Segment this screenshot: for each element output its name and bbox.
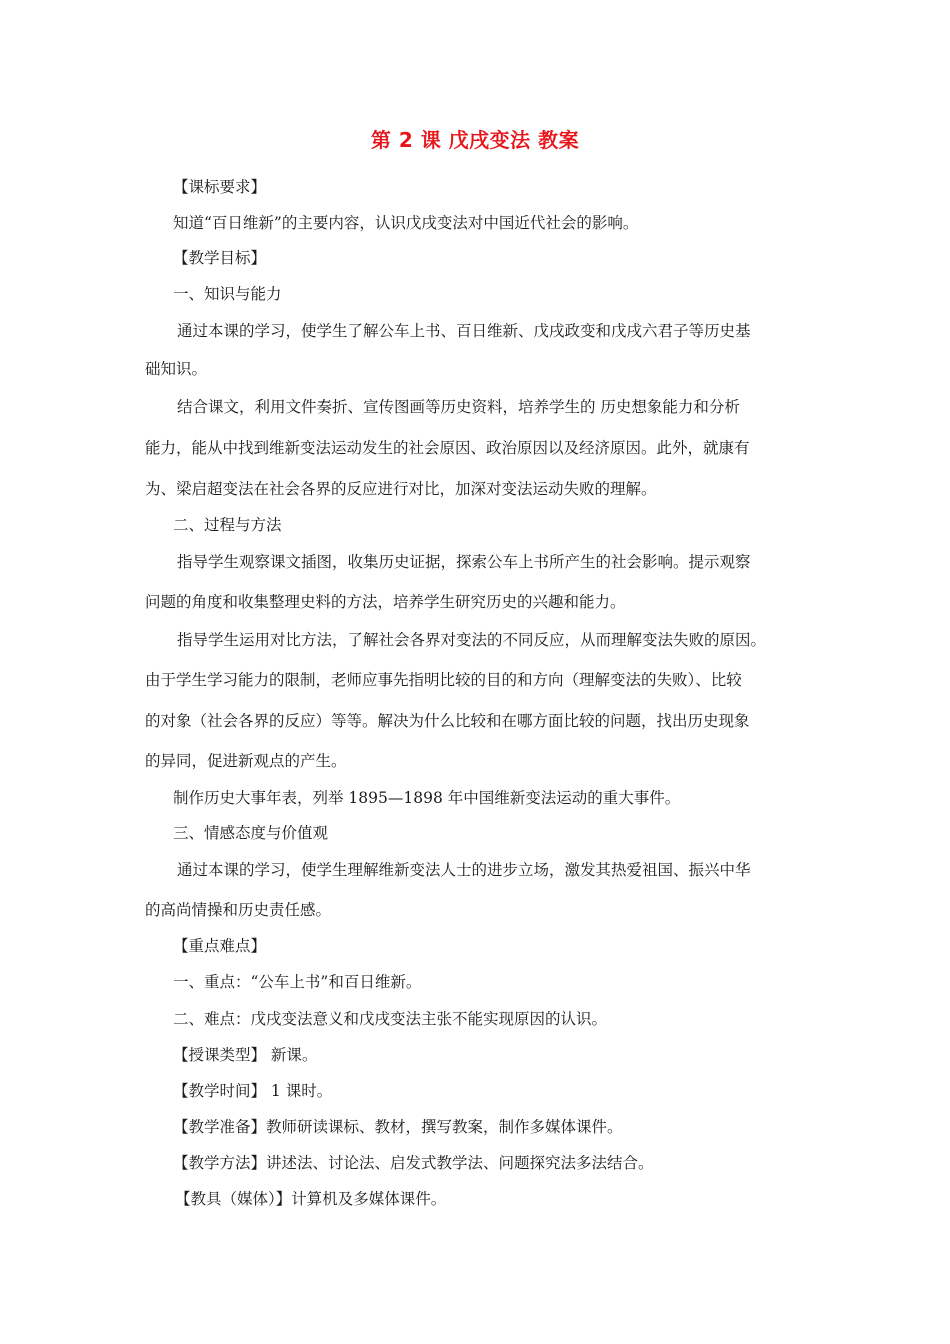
document-title: 第 2 课 戊戌变法 教案	[370, 128, 580, 152]
paragraph-line: 【教具（媒体）】计算机及多媒体课件。	[175, 1190, 447, 1208]
paragraph-line: 制作历史大事年表，列举 1895—1898 年中国维新变法运动的重大事件。	[173, 789, 681, 807]
paragraph-line: 二、难点：戊戌变法意义和戊戌变法主张不能实现原因的认识。	[173, 1010, 608, 1028]
paragraph-line: 一、重点：“公车上书”和百日维新。	[173, 973, 422, 991]
paragraph-line: 知道“百日维新”的主要内容，认识戊戌变法对中国近代社会的影响。	[173, 214, 639, 232]
paragraph-line: 【教学准备】教师研读课标、教材，撰写教案，制作多媒体课件。	[173, 1118, 623, 1136]
paragraph-line: 通过本课的学习，使学生了解公车上书、百日维新、戊戌政变和戊戌六君子等历史基	[177, 322, 751, 340]
section-heading-objectives: 【教学目标】	[173, 249, 267, 267]
paragraph-line: 的异同，促进新观点的产生。	[145, 752, 347, 770]
paragraph-line: 由于学生学习能力的限制，老师应事先指明比较的目的和方向（理解变法的失败）、比较	[145, 671, 742, 689]
paragraph-line: 结合课文，利用文件奏折、宣传图画等历史资料，培养学生的 历史想象能力和分析	[177, 398, 740, 416]
subsection-heading: 一、知识与能力	[173, 285, 282, 303]
subsection-heading: 三、情感态度与价值观	[173, 824, 329, 842]
paragraph-line: 指导学生观察课文插图，收集历史证据，探索公车上书所产生的社会影响。提示观察	[177, 553, 751, 571]
paragraph-line: 为、梁启超变法在社会各界的反应进行对比，加深对变法运动失败的理解。	[145, 480, 657, 498]
paragraph-line: 【教学方法】讲述法、讨论法、启发式教学法、问题探究法多法结合。	[173, 1154, 654, 1172]
paragraph-line: 能力，能从中找到维新变法运动发生的社会原因、政治原因以及经济原因。此外，就康有	[145, 439, 750, 457]
paragraph-line: 通过本课的学习，使学生理解维新变法人士的进步立场，激发其热爱祖国、振兴中华	[177, 861, 751, 879]
paragraph-line: 问题的角度和收集整理史料的方法，培养学生研究历史的兴趣和能力。	[145, 593, 626, 611]
paragraph-line: 指导学生运用对比方法，了解社会各界对变法的不同反应，从而理解变法失败的原因。	[177, 631, 767, 649]
paragraph-line: 的高尚情操和历史责任感。	[145, 901, 332, 919]
paragraph-line: 的对象（社会各界的反应）等等。解决为什么比较和在哪方面比较的问题，找出历史现象	[145, 712, 750, 730]
section-heading-key-points: 【重点难点】	[173, 937, 267, 955]
paragraph-line: 【授课类型】 新课。	[173, 1046, 318, 1064]
paragraph-line: 础知识。	[145, 360, 208, 378]
subsection-heading: 二、过程与方法	[173, 516, 282, 534]
section-heading-curriculum: 【课标要求】	[173, 178, 267, 196]
paragraph-line: 【教学时间】 1 课时。	[173, 1082, 333, 1100]
